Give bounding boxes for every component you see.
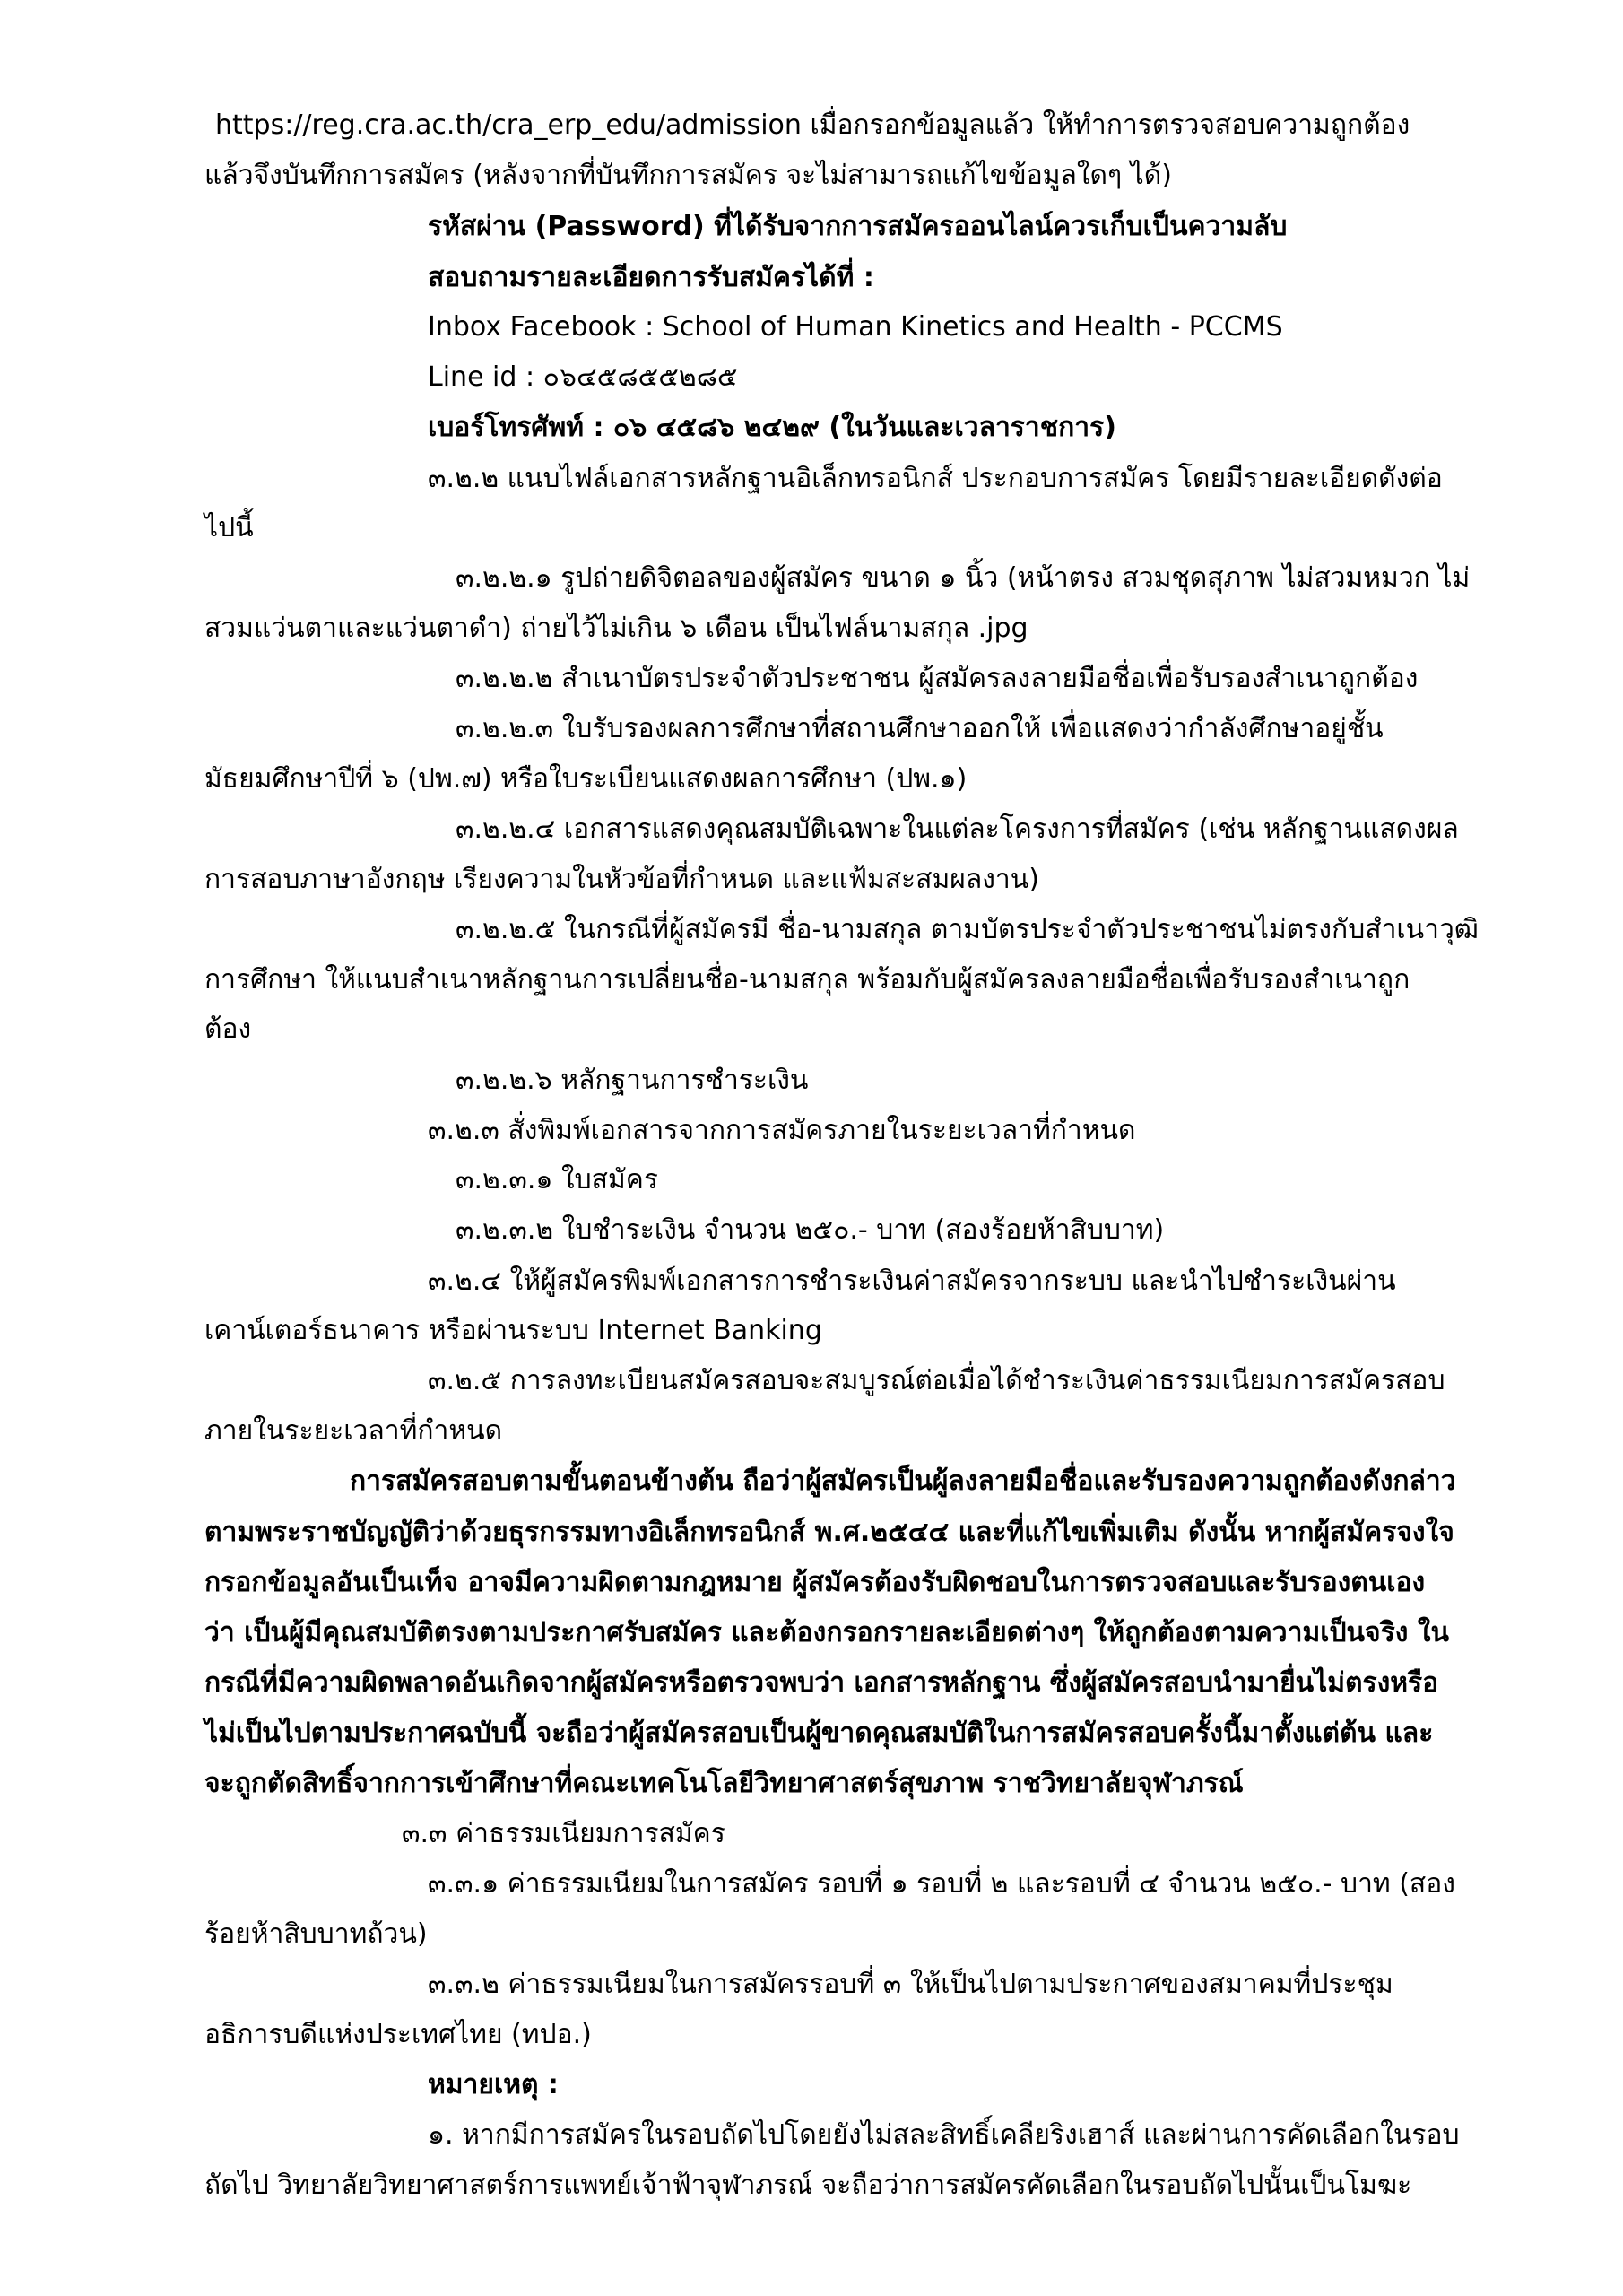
text-line: ๑. หากมีการสมัครในรอบถัดไปโดยยังไม่สละสิทธิ์เคลียริงเฮาส์ และผ่านการคัดเลือกในรอบ <box>428 2119 1460 2151</box>
declaration-line: ว่า เป็นผู้มีคุณสมบัติตรงตามประกาศรับสมัคร และต้องกรอกรายละเอียดต่างๆ ให้ถูกต้องตามความเป็นจริง ใน <box>204 1617 1449 1648</box>
text-line: ๓.๒.๒.๒ สำเนาบัตรประจำตัวประชาชน ผู้สมัครลงลายมือชื่อเพื่อรับรองสำเนาถูกต้อง <box>456 663 1419 694</box>
text-line: ร้อยห้าสิบบาทถ้วน) <box>204 1918 428 1950</box>
text-line: อธิการบดีแห่งประเทศไทย (ทปอ.) <box>204 2019 592 2050</box>
text-line: ถัดไป วิทยาลัยวิทยาศาสตร์การแพทย์เจ้าฟ้าจุฬาภรณ์ จะถือว่าการสมัครคัดเลือกในรอบถัดไปนั้นเป็นโมฆะ <box>204 2170 1412 2201</box>
text-line: https://reg.cra.ac.th/cra_erp_edu/admission เมื่อกรอกข้อมูลแล้ว ให้ทำการตรวจสอบความถูกต้อง <box>215 109 1410 141</box>
text-line: ๓.๒.๒.๓ ใบรับรองผลการศึกษาที่สถานศึกษาออกให้ เพื่อแสดงว่ากำลังศึกษาอยู่ชั้น <box>456 713 1384 744</box>
text-line: ๓.๒.๔ ให้ผู้สมัครพิมพ์เอกสารการชำระเงินค่าสมัครจากระบบ และนำไปชำระเงินผ่าน <box>428 1265 1396 1297</box>
contact-phone: เบอร์โทรศัพท์ : ๐๖ ๔๕๘๖ ๒๔๒๙ (ในวันและเวลาราชการ) <box>428 412 1116 443</box>
contact-heading: สอบถามรายละเอียดการรับสมัครได้ที่ : <box>428 262 874 293</box>
text-line: ๓.๒.๒ แนบไฟล์เอกสารหลักฐานอิเล็กทรอนิกส์ ประกอบการสมัคร โดยมีรายละเอียดดังต่อ <box>428 463 1443 494</box>
section-heading: ๓.๓ ค่าธรรมเนียมการสมัคร <box>402 1818 725 1849</box>
text-line: ๓.๓.๒ ค่าธรรมเนียมในการสมัครรอบที่ ๓ ให้เป็นไปตามประกาศของสมาคมที่ประชุม <box>428 1969 1393 2000</box>
text-line: สวมแว่นตาและแว่นตาดำ) ถ่ายไว้ไม่เกิน ๖ เดือน เป็นไฟล์นามสกุล .jpg <box>204 613 1028 644</box>
text-line: ๓.๒.๕ การลงทะเบียนสมัครสอบจะสมบูรณ์ต่อเมื่อได้ชำระเงินค่าธรรมเนียมการสมัครสอบ <box>428 1365 1445 1396</box>
contact-line-id: Line id : ๐๖๔๕๘๕๕๒๘๕ <box>428 361 738 393</box>
text-line: ๓.๒.๓ สั่งพิมพ์เอกสารจากการสมัครภายในระยะเวลาที่กำหนด <box>428 1115 1136 1146</box>
text-line: ภายในระยะเวลาที่กำหนด <box>204 1415 503 1447</box>
declaration-line: กรอกข้อมูลอันเป็นเท็จ อาจมีความผิดตามกฎหมาย ผู้สมัครต้องรับผิดชอบในการตรวจสอบและรับรองตนเอง <box>204 1567 1426 1598</box>
declaration-line: จะถูกตัดสิทธิ์จากการเข้าศึกษาที่คณะเทคโนโลยีวิทยาศาสตร์สุขภาพ ราชวิทยาลัยจุฬาภรณ์ <box>204 1768 1244 1799</box>
text-line: การศึกษา ให้แนบสำเนาหลักฐานการเปลี่ยนชื่อ-นามสกุล พร้อมกับผู้สมัครลงลายมือชื่อเพื่อรับรองสำเนาถูก <box>204 964 1410 996</box>
text-line: เคาน์เตอร์ธนาคาร หรือผ่านระบบ Internet Banking <box>204 1315 822 1346</box>
text-line: แล้วจึงบันทึกการสมัคร (หลังจากที่บันทึกการสมัคร จะไม่สามารถแก้ไขข้อมูลใดๆ ได้) <box>204 160 1172 191</box>
text-line: ๓.๒.๒.๕ ในกรณีที่ผู้สมัครมี ชื่อ-นามสกุล ตามบัตรประจำตัวประชาชนไม่ตรงกับสำเนาวุฒิ <box>456 914 1479 945</box>
password-note: รหัสผ่าน (Password) ที่ได้รับจากการสมัครออนไลน์ควรเก็บเป็นความลับ <box>428 211 1288 242</box>
text-line: มัธยมศึกษาปีที่ ๖ (ปพ.๗) หรือใบระเบียนแสดงผลการศึกษา (ปพ.๑) <box>204 763 968 795</box>
text-line: ๓.๒.๒.๑ รูปถ่ายดิจิตอลของผู้สมัคร ขนาด ๑ นิ้ว (หน้าตรง สวมชุดสุภาพ ไม่สวมหมวก ไม่ <box>456 562 1471 594</box>
text-line: ๓.๒.๓.๑ ใบสมัคร <box>456 1164 658 1196</box>
declaration-line: การสมัครสอบตามขั้นตอนข้างต้น ถือว่าผู้สมัครเป็นผู้ลงลายมือชื่อและรับรองความถูกต้องดังกล่าว <box>350 1465 1456 1497</box>
text-line: ๓.๒.๓.๒ ใบชำระเงิน จำนวน ๒๕๐.- บาท (สองร้อยห้าสิบบาท) <box>456 1214 1165 1246</box>
text-line: ๓.๒.๒.๔ เอกสารแสดงคุณสมบัติเฉพาะในแต่ละโครงการที่สมัคร (เช่น หลักฐานแสดงผล <box>456 813 1459 845</box>
declaration-line: ไม่เป็นไปตามประกาศฉบับนี้ จะถือว่าผู้สมัครสอบเป็นผู้ขาดคุณสมบัติในการสมัครสอบครั้งนี้มาตั้งแต่ต้น และ <box>204 1718 1434 1749</box>
text-line: ๓.๓.๑ ค่าธรรมเนียมในการสมัคร รอบที่ ๑ รอบที่ ๒ และรอบที่ ๔ จำนวน ๒๕๐.- บาท (สอง <box>428 1868 1455 1900</box>
text-line: ไปนี้ <box>204 512 254 544</box>
remark-heading: หมายเหตุ : <box>428 2069 559 2100</box>
text-line: ต้อง <box>204 1013 252 1045</box>
declaration-line: กรณีที่มีความผิดพลาดอันเกิดจากผู้สมัครหรือตรวจพบว่า เอกสารหลักฐาน ซึ่งผู้สมัครสอบนำมายื่นไม่ตรงหรือ <box>204 1667 1439 1699</box>
declaration-line: ตามพระราชบัญญัติว่าด้วยธุรกรรมทางอิเล็กทรอนิกส์ พ.ศ.๒๕๔๔ และที่แก้ไขเพิ่มเติม ดังนั้น หากผู้สมัครจงใจ <box>204 1517 1454 1548</box>
text-line: การสอบภาษาอังกฤษ เรียงความในหัวข้อที่กำหนด และแฟ้มสะสมผลงาน) <box>204 864 1039 895</box>
text-line: ๓.๒.๒.๖ หลักฐานการชำระเงิน <box>456 1065 809 1096</box>
contact-facebook: Inbox Facebook : School of Human Kinetics and Health - PCCMS <box>428 311 1283 343</box>
